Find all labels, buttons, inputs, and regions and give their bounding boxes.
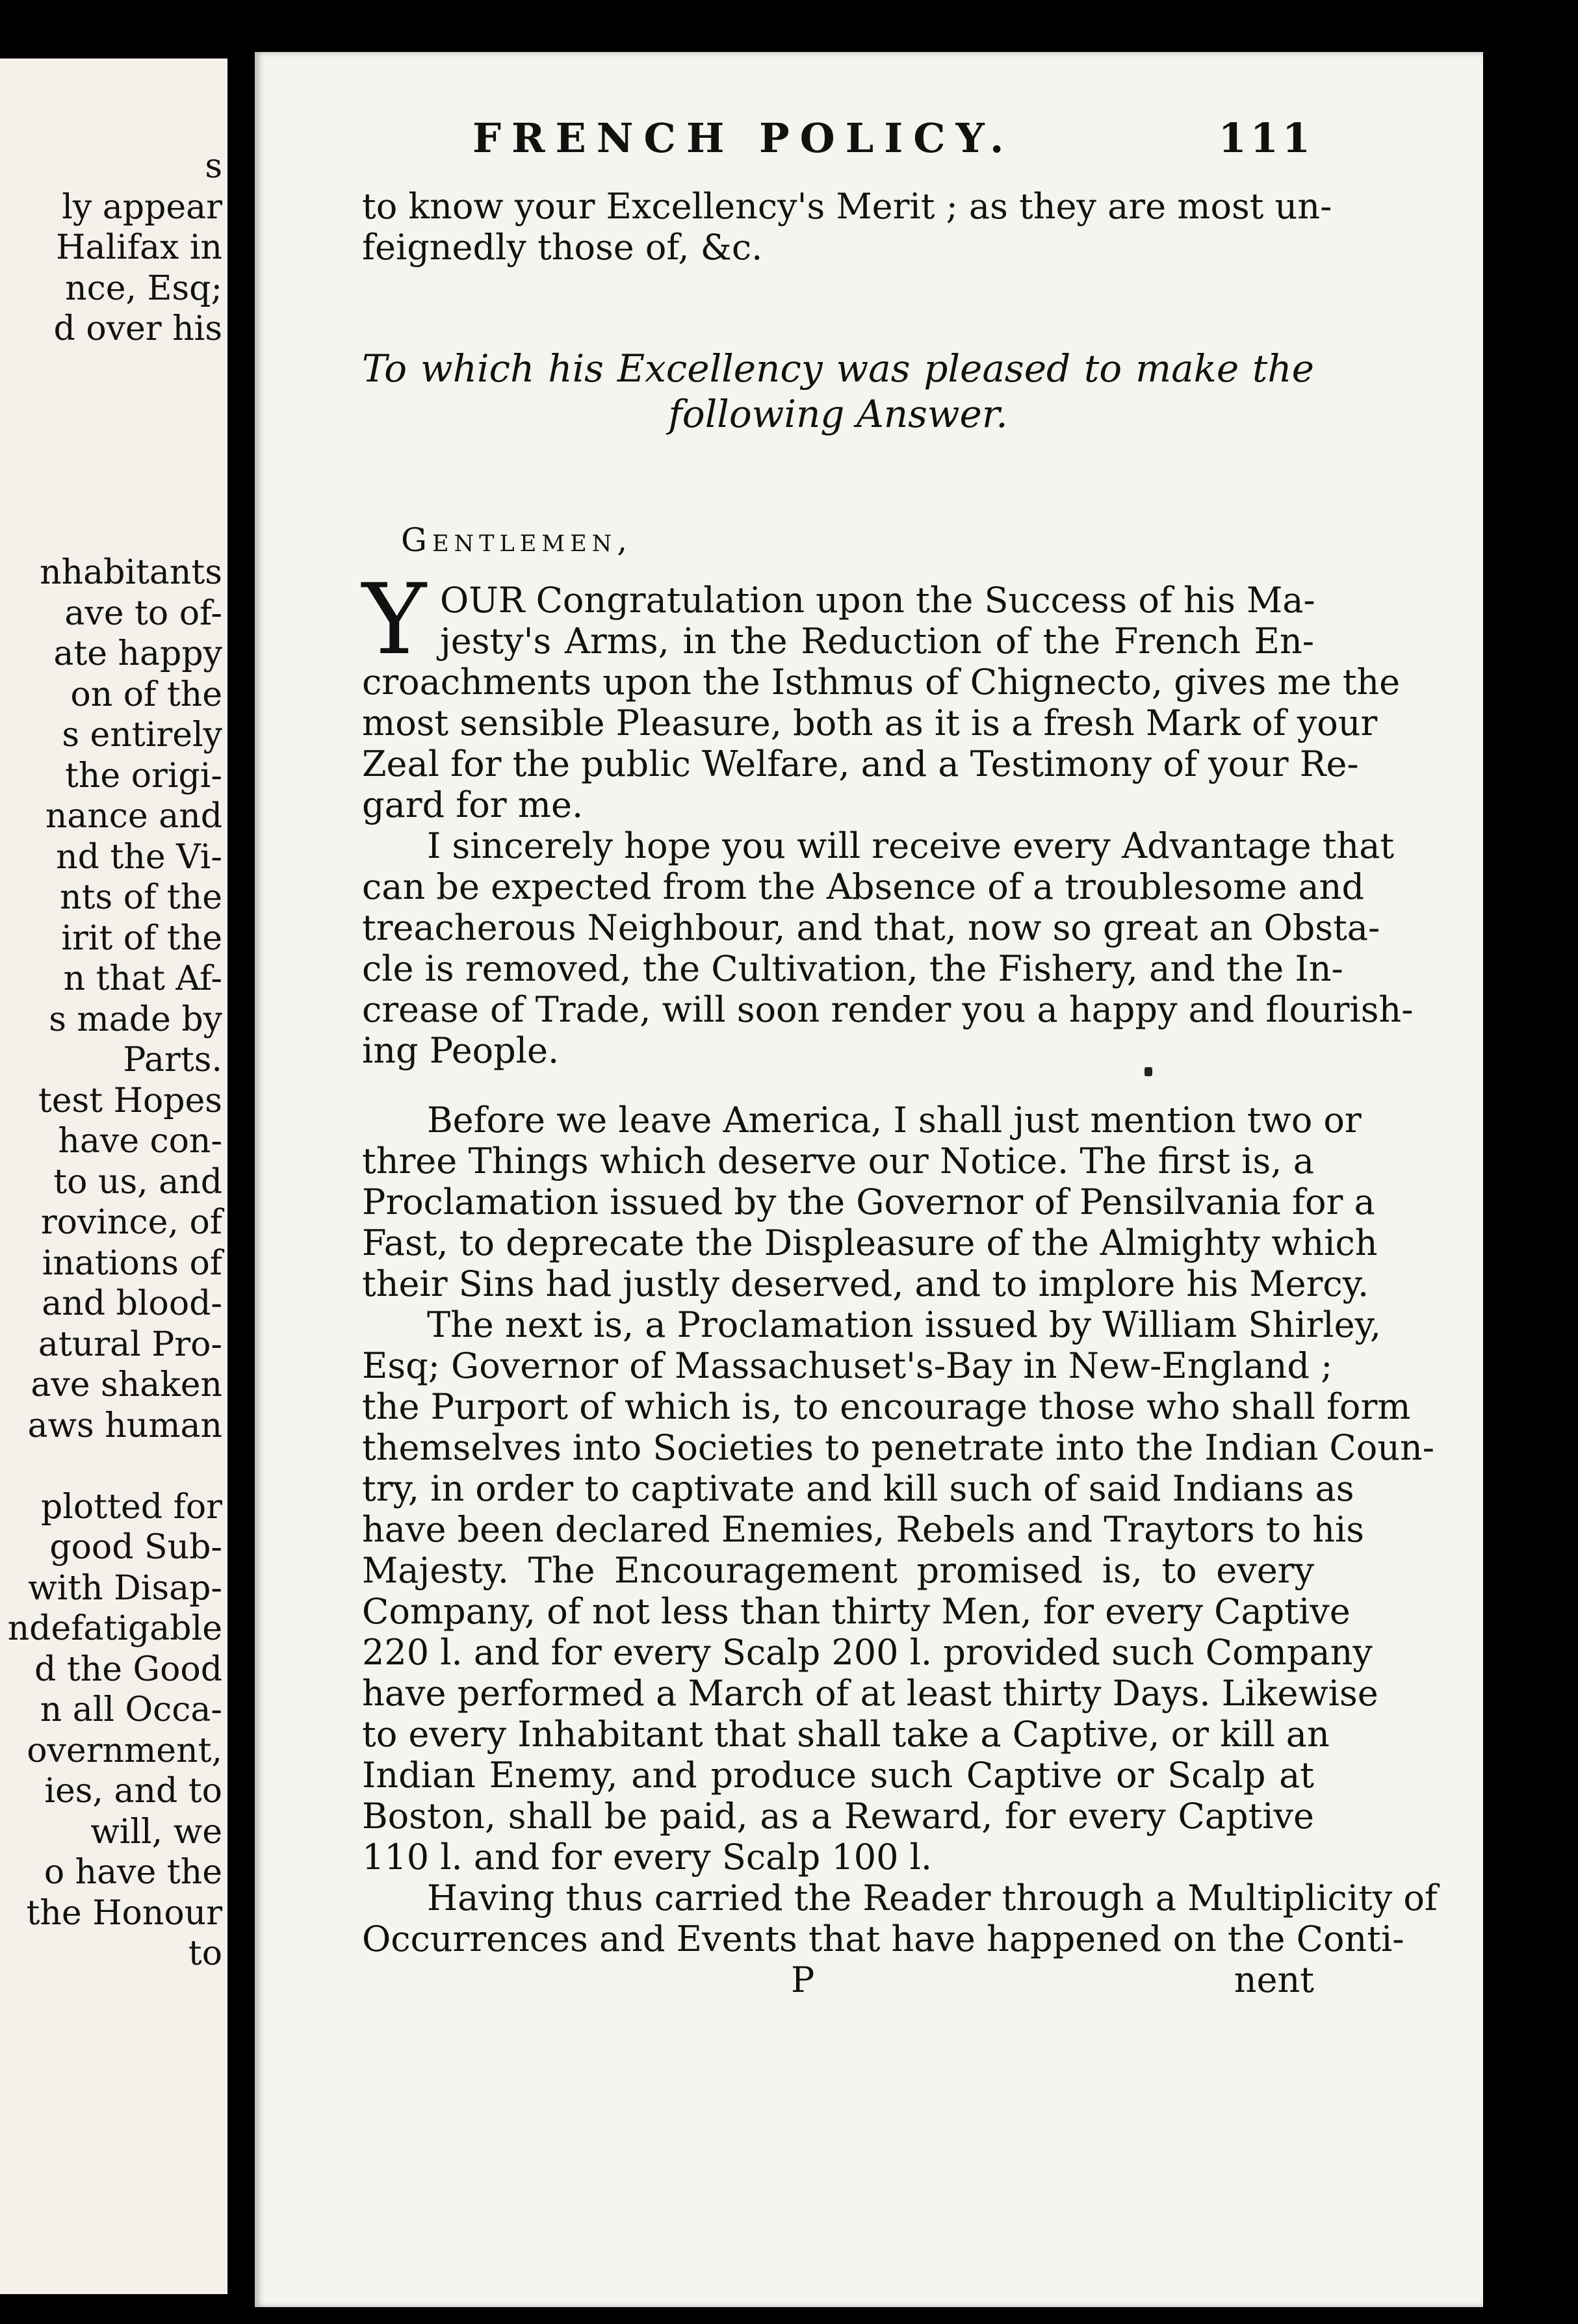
facing-page-line: rovince, of [40,1203,222,1242]
text-line: jesty's Arms, in the Reduction of the French En- [440,621,1314,662]
facing-page-line: test Hopes [38,1081,222,1120]
signature-mark: P [791,1959,815,2000]
opening-lines [362,186,1332,268]
text-line: OUR Congratulation upon the Success of his Ma- [440,580,1315,621]
reply-heading-line-2: following Answer. [668,392,1008,436]
text-line: crease of Trade, will soon render you a happy and flourish- [362,989,1414,1030]
facing-page-line: on of the [70,675,222,714]
facing-page-line: ly appear [62,187,222,227]
text-line: Indian Enemy, and produce such Captive or Scalp at [362,1755,1314,1796]
facing-page-line: ies, and to [44,1772,222,1811]
facing-page-line: s [205,147,222,186]
facing-page-line: s made by [49,1000,222,1039]
paragraph-hope [362,825,1414,1071]
text-line: gard for me. [362,784,584,825]
facing-page-line: nance and [45,797,222,836]
text-line: most sensible Pleasure, both as it is a fresh Mark of your [362,703,1378,743]
text-line: have been declared Enemies, Rebels and Traytors to his [362,1509,1364,1550]
text-line: Majesty. The Encouragement promised is, to every [362,1550,1314,1591]
text-line: Having thus carried the Reader through a Multiplicity of [427,1878,1438,1918]
text-line: Proclamation issued by the Governor of Pensilvania for a [362,1181,1375,1222]
facing-page-line: good Sub- [49,1528,222,1567]
text-line: themselves into Societies to penetrate into the Indian Coun- [362,1427,1435,1468]
text-line: 220 l. and for every Scalp 200 l. provided such Company [362,1632,1373,1673]
text-line: Esq; Governor of Massachuset's-Bay in New-England ; [362,1345,1333,1386]
facing-page-line: with Disap- [28,1568,222,1608]
facing-page-line: irit of the [61,918,222,958]
facing-page-line: Parts. [123,1040,222,1079]
text-line: Fast, to deprecate the Displeasure of the Almighty which [362,1222,1378,1263]
text-line: their Sins had justly deserved, and to implore his Mercy. [362,1263,1369,1304]
facing-page-line: ate happy [53,634,222,673]
text-line: ing People. [362,1030,560,1071]
drop-cap: Y [362,563,427,677]
facing-page-line: will, we [90,1812,222,1852]
facing-page-line: n that Af- [63,959,222,998]
ink-speck [1145,1067,1152,1076]
text-line: to every Inhabitant that shall take a Captive, or kill an [362,1714,1330,1755]
paragraph-conclusion [362,1878,1438,1959]
facing-page-line: inations of [42,1243,222,1283]
page-text-block [362,114,1438,2000]
facing-page-line: o have the [44,1853,222,1892]
facing-page-line: have con- [58,1122,222,1161]
paragraph-congratulation [362,563,1401,825]
reply-heading-line-1: To which his Excellency was pleased to make the [362,346,1314,391]
facing-page-line: n all Occa- [40,1690,222,1729]
running-head [362,114,1314,186]
text-line: Before we leave America, I shall just mention two or [427,1100,1362,1141]
text-line: have performed a March of at least thirty Days. Likewise [362,1673,1378,1714]
facing-page-line: ave shaken [31,1365,222,1404]
paragraph-america [362,1100,1378,1304]
facing-page-line: Halifax in [56,228,222,267]
text-line: feignedly those of, &c. [362,227,763,268]
facing-page-line: ave to of- [64,593,222,633]
salutation: Gentlemen, [401,521,633,559]
text-line: to know your Excellency's Merit ; as they are most un- [362,186,1332,227]
facing-page-line: to us, and [53,1162,222,1202]
text-line: try, in order to captivate and kill such of said Indians as [362,1468,1354,1509]
page-number: 111 [1218,114,1314,162]
running-title: FRENCH POLICY. [472,114,1015,162]
reply-heading [362,346,1314,437]
facing-page-fragment [0,58,227,2294]
facing-page-line: the origi- [65,756,222,795]
facing-page-line: d the Good [34,1649,222,1689]
text-line: croachments upon the Isthmus of Chignecto, gives me the [362,662,1401,703]
text-line: The next is, a Proclamation issued by William Shirley, [427,1304,1382,1345]
facing-page-line: overnment, [27,1731,222,1770]
facing-page-line: nts of the [60,878,222,917]
paragraph-gap [362,1071,1314,1100]
page-footer [362,1959,1314,2000]
facing-page-line: atural Pro- [38,1324,222,1364]
facing-page-line: to [188,1934,222,1973]
facing-page-line: the Honour [26,1893,222,1933]
facing-page-line: nd the Vi- [56,837,222,877]
facing-page-line: nhabitants [40,553,222,592]
facing-page-line: nce, Esq; [65,268,222,308]
text-line: 110 l. and for every Scalp 100 l. [362,1837,933,1878]
text-line: Boston, shall be paid, as a Reward, for every Captive [362,1796,1314,1837]
facing-page-line: s entirely [62,716,222,755]
facing-page-line: and blood- [42,1284,222,1323]
facing-page-line: ndefatigable [7,1609,222,1648]
catchword: nent [1234,1959,1314,2000]
text-line: Occurrences and Events that have happened on the Conti- [362,1918,1404,1959]
paragraph-proclamation [362,1304,1435,1878]
text-line: can be expected from the Absence of a troublesome and [362,866,1365,907]
facing-page-line: aws human [27,1406,222,1445]
text-line: Zeal for the public Welfare, and a Testimony of your Re- [362,743,1359,784]
facing-page-line: d over his [53,309,222,348]
text-line: treacherous Neighbour, and that, now so great an Obsta- [362,907,1380,948]
text-line: Company, of not less than thirty Men, for every Captive [362,1591,1351,1632]
text-line: the Purport of which is, to encourage those who shall form [362,1386,1411,1427]
facing-page-line: plotted for [40,1487,222,1527]
text-line: I sincerely hope you will receive every Advantage that [427,825,1395,866]
text-line: three Things which deserve our Notice. The first is, a [362,1141,1314,1181]
text-line: cle is removed, the Cultivation, the Fishery, and the In- [362,948,1343,989]
book-page [255,52,1483,2307]
